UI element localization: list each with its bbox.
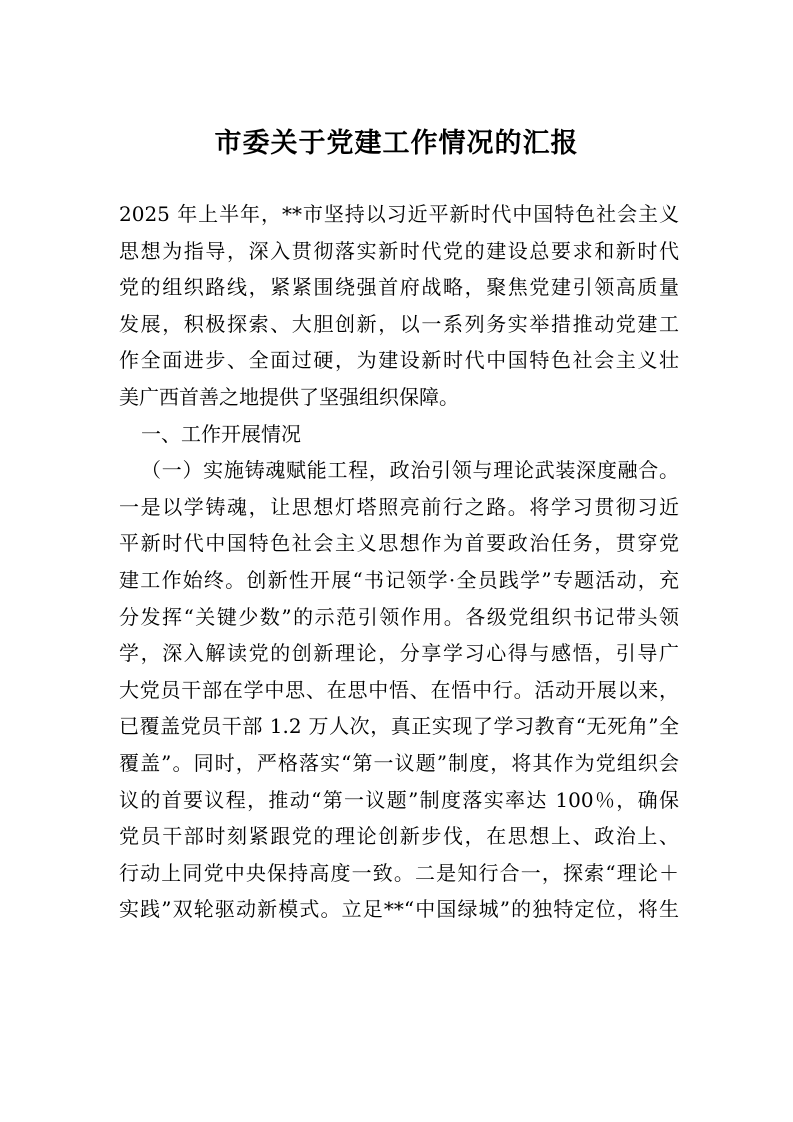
document-body (119, 196, 679, 928)
body-line: 建工作始终。创新性开展“书记领学·全员践学”专题活动，充 (119, 567, 679, 592)
body-line: 实践”双轮驱动新模式。立足**“中国绿城”的独特定位，将生 (119, 897, 679, 922)
body-line: 一、工作开展情况 (141, 421, 301, 446)
body-line: 作全面进步、全面过硬，为建设新时代中国特色社会主义壮 (119, 348, 679, 373)
body-line: 覆盖”。同时，严格落实“第一议题”制度，将其作为党组织会 (119, 750, 679, 775)
body-line: 一是以学铸魂，让思想灯塔照亮前行之路。将学习贯彻习近 (119, 494, 679, 519)
body-line: 党员干部时刻紧跟党的理论创新步伐，在思想上、政治上、 (119, 824, 679, 849)
body-line: 思想为指导，深入贯彻落实新时代党的建设总要求和新时代 (119, 238, 679, 263)
document-title: 市委关于党建工作情况的汇报 (214, 128, 579, 159)
body-line: 党的组织路线，紧紧围绕强首府战略，聚焦党建引领高质量 (119, 275, 679, 300)
body-line: 行动上同党中央保持高度一致。二是知行合一，探索“理论＋ (119, 860, 679, 885)
body-line: 发展，积极探索、大胆创新，以一系列务实举措推动党建工 (119, 311, 679, 336)
body-line: 大党员干部在学中思、在思中悟、在悟中行。活动开展以来， (119, 677, 679, 702)
body-line: 已覆盖党员干部 1.2 万人次，真正实现了学习教育“无死角”全 (119, 714, 679, 739)
body-line: 美广西首善之地提供了坚强组织保障。 (119, 384, 459, 409)
body-line: 议的首要议程，推动“第一议题”制度落实率达 100％，确保 (119, 787, 679, 812)
body-line: 平新时代中国特色社会主义思想作为首要政治任务，贯穿党 (119, 531, 679, 556)
body-line: （一）实施铸魂赋能工程，政治引领与理论武装深度融合。 (141, 458, 679, 483)
body-line: 分发挥“关键少数”的示范引领作用。各级党组织书记带头领 (119, 604, 679, 629)
body-line: 学，深入解读党的创新理论，分享学习心得与感悟，引导广 (119, 641, 679, 666)
body-line: 2025 年上半年，**市坚持以习近平新时代中国特色社会主义 (119, 202, 679, 226)
